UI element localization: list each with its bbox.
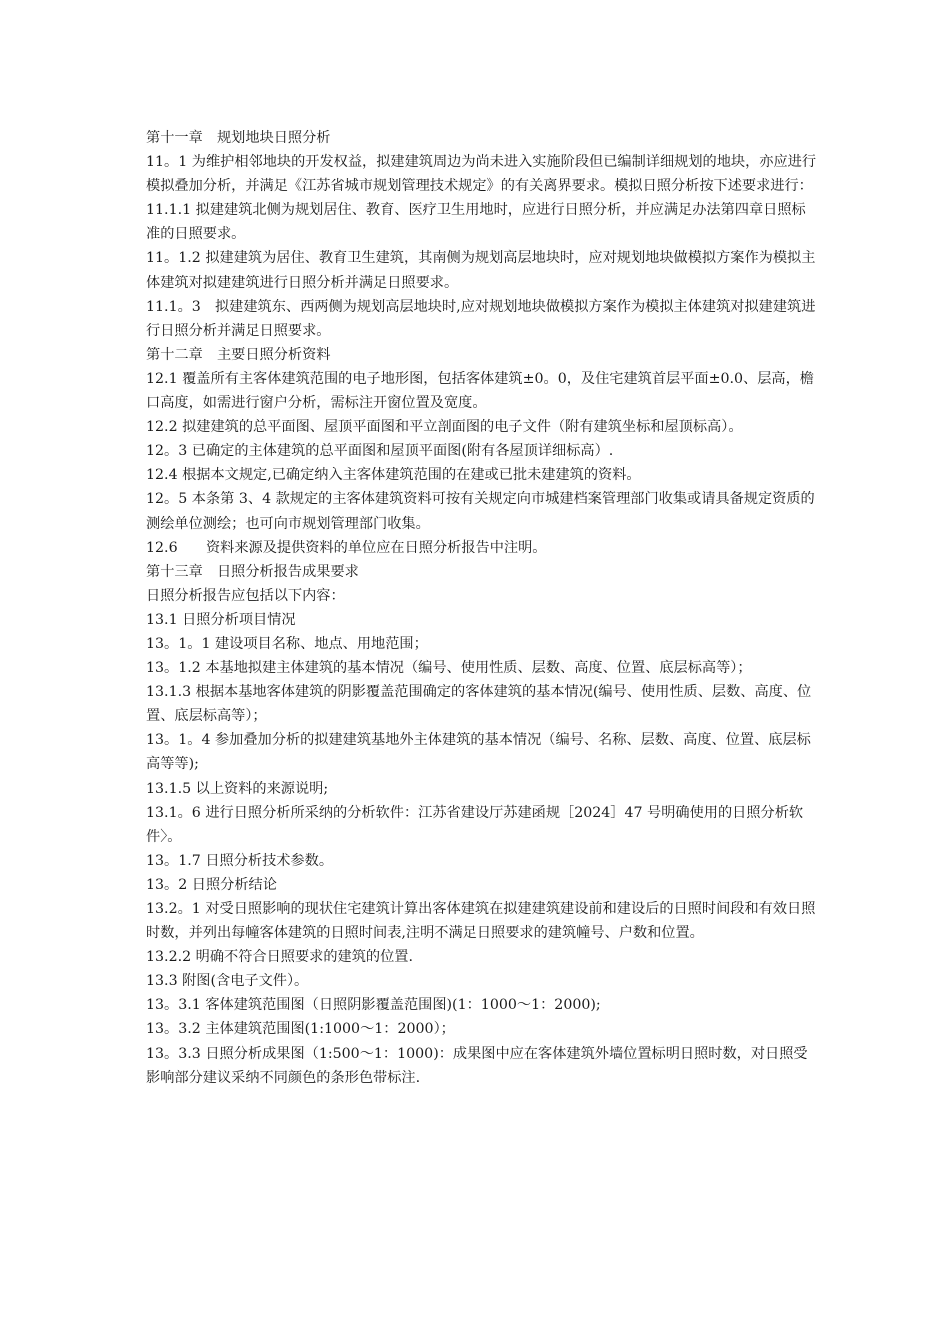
chapter-12-heading: 第十二章 主要日照分析资料 [146,346,331,363]
clause-13-1-1: 13。1。1 建设项目名称、地点、用地范围； [146,635,428,652]
clause-13-1-7: 13。1.7 日照分析技术参数。 [146,852,334,869]
clause-12-6: 12.6 资料来源及提供资料的单位应在日照分析报告中注明。 [146,539,547,556]
chapter-13-heading: 第十三章 日照分析报告成果要求 [146,563,359,580]
clause-13-2: 13。2 日照分析结论 [146,876,277,893]
clause-13-1-5: 13.1.5 以上资料的来源说明; [146,780,329,797]
clause-11-1-3: 11.1。3 拟建建筑东、西两侧为规划高层地块时,应对规划地块做模拟方案作为模拟主体建筑对拟建建筑进行日照分析并满足日照要求。 [146,298,816,339]
clause-13-3-3: 13。3.3 日照分析成果图（1:500～1：1000)：成果图中应在客体建筑外墙位置标明日照时数，对日照受影响部分建议采纳不同颜色的条形色带标注. [146,1045,808,1086]
clause-11-1-1: 11.1.1 拟建建筑北侧为规划居住、教育、医疗卫生用地时，应进行日照分析，并应满足办法第四章日照标准的日照要求。 [146,202,806,243]
clause-12-4: 12.4 根据本文规定,已确定纳入主客体建筑范围的在建或已批未建建筑的资料。 [146,467,641,484]
clause-11-1-2: 11。1.2 拟建建筑为居住、教育卫生建筑，其南侧为规划高层地块时，应对规划地块做模拟方案作为模拟主体建筑对拟建建筑进行日照分析并满足日照要求。 [146,250,816,291]
clause-13-1-3: 13.1.3 根据本基地客体建筑的阴影覆盖范围确定的客体建筑的基本情况(编号、使用性质、层数、高度、位置、底层标高等）； [146,684,812,725]
clause-13-3-1: 13。3.1 客体建筑范围图（日照阴影覆盖范围图)(1：1000～1：2000); [146,997,601,1014]
document-body [146,126,818,1090]
clause-12-3: 12。3 已确定的主体建筑的总平面图和屋顶平面图(附有各屋顶详细标高）. [146,443,614,460]
clause-13-1-4: 13。1。4 参加叠加分析的拟建建筑基地外主体建筑的基本情况（编号、名称、层数、高度、位置、底层标高等等); [146,732,811,773]
report-intro: 日照分析报告应包括以下内容： [146,587,345,604]
clause-13-2-1: 13.2。1 对受日照影响的现状住宅建筑计算出客体建筑在拟建建筑建设前和建设后的日照时间段和有效日照时数，并列出每幢客体建筑的日照时间表,注明不满足日照要求的建筑幢号、户数和位置。 [146,901,816,942]
clause-13-1: 13.1 日照分析项目情况 [146,611,296,628]
clause-13-1-2: 13。1.2 本基地拟建主体建筑的基本情况（编号、使用性质、层数、高度、位置、底层标高等）； [146,660,752,677]
clause-13-3: 13.3 附图(含电子文件）。 [146,973,309,990]
clause-11-1: 11。1 为维护相邻地块的开发权益，拟建建筑周边为尚未进入实施阶段但已编制详细规划的地块，亦应进行模拟叠加分析，并满足《江苏省城市规划管理技术规定》的有关离界要求。模拟日照分析按下述要求进行： [146,154,817,195]
clause-13-2-2: 13.2.2 明确不符合日照要求的建筑的位置. [146,949,413,966]
clause-12-1: 12.1 覆盖所有主客体建筑范围的电子地形图，包括客体建筑±0。0，及住宅建筑首层平面±0.0、层高，檐口高度，如需进行窗户分析，需标注开窗位置及宽度。 [146,370,814,412]
chapter-11-heading: 第十一章 规划地块日照分析 [146,130,331,146]
clause-12-2: 12.2 拟建建筑的总平面图、屋顶平面图和平立剖面图的电子文件（附有建筑坐标和屋顶标高）。 [146,419,743,436]
clause-12-5: 12。5 本条第 3、4 款规定的主客体建筑资料可按有关规定向市城建档案管理部门收集或请具备规定资质的测绘单位测绘；也可向市规划管理部门收集。 [146,491,815,532]
clause-13-3-2: 13。3.2 主体建筑范围图(1:1000～1：2000）； [146,1021,455,1038]
clause-13-1-6: 13.1。6 进行日照分析所采纳的分析软件：江苏省建设厅苏建函规［2024］47 号明确使用的日照分析软件〉。 [146,804,804,845]
